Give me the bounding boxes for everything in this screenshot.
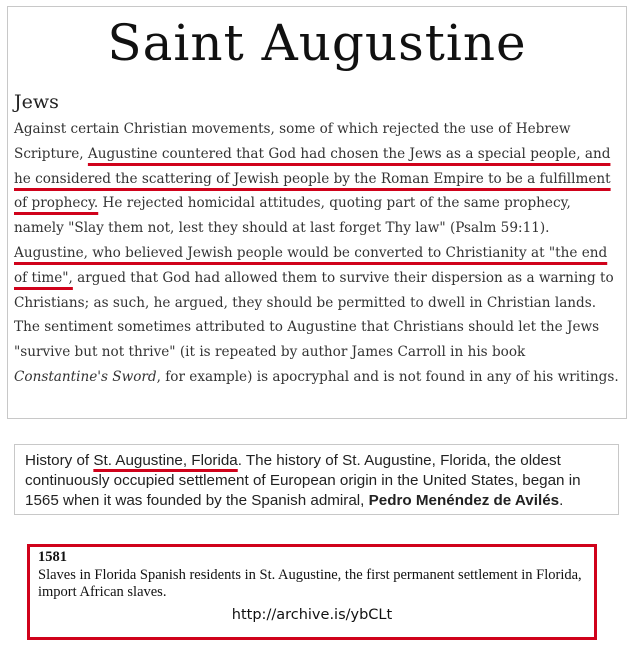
text-segment: . — [559, 492, 564, 509]
timeline-year: 1581 — [38, 549, 67, 565]
section-heading: Jews — [14, 91, 59, 113]
st-augustine-florida-link[interactable]: St. Augustine, Florida — [93, 452, 238, 469]
article-title: Saint Augustine — [107, 14, 527, 72]
timeline-quote-box — [27, 544, 597, 640]
source-url[interactable]: http://archive.is/ybCLt — [231, 607, 393, 623]
highlighted-passage: Augustine, who believed Jewish people would be converted to Christianity at "the end of time", — [14, 244, 608, 286]
text-segment: argued that God had allowed them to survive their dispersion as a warning to Christians; as such, he argued, they should be permitted to dwell in Christian lands. The sentiment sometimes attributed to Augustine that Christians should let the Jews "survive but not thrive" (it is repeated by author James Carroll in his book — [14, 269, 614, 361]
text-segment: Against certain Christian movements, some of which rejected the use of Hebrew Scripture, — [14, 121, 571, 162]
text-segment: History of — [25, 452, 94, 469]
text-segment: , for example) is apocryphal and is not found in any of his writings. — [156, 368, 619, 385]
book-title: Constantine's Sword — [14, 368, 157, 385]
history-paragraph — [25, 451, 613, 511]
text-segment: He rejected homicidal attitudes, quoting part of the same prophecy, namely "Slay them not, lest they should at last forget Thy law" (Psalm 59:11). — [14, 195, 571, 237]
timeline-text: Slaves in Florida Spanish residents in St. Augustine, the first permanent settlement in Florida, import African slaves. — [38, 567, 582, 600]
admiral-name: Pedro Menéndez de Avilés — [368, 492, 560, 509]
article-paragraph — [14, 117, 620, 390]
article-excerpt-panel — [7, 6, 627, 419]
history-snippet-panel — [14, 444, 619, 515]
text-segment: . The history of St. Augustine, Florida, the oldest continuously occupied settlement of European origin in the United States, began in 1565 when it was founded by the Spanish admiral, — [25, 452, 581, 509]
highlighted-passage: Augustine countered that God had chosen the Jews as a special people, and he considered the scattering of Jewish people by the Roman Empire to be a fulfillment of prophecy. — [14, 145, 611, 212]
